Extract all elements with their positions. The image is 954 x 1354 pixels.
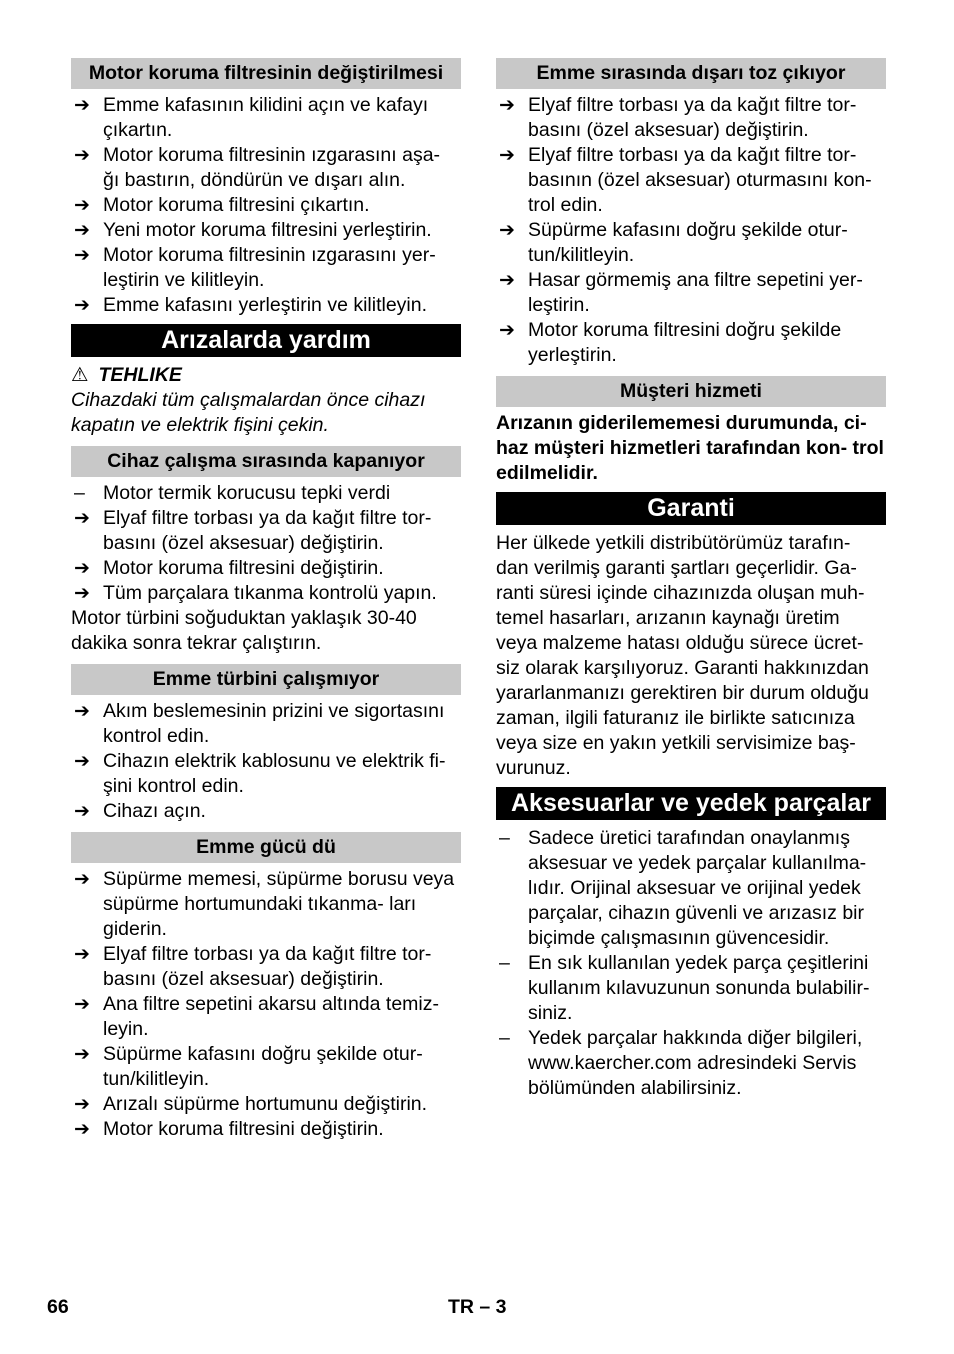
cooldown-note: Motor türbini soğuduktan yaklaşık 30-40 dakika sonra tekrar çalıştırın. — [71, 607, 417, 654]
list-item: – En sık kullanılan yedek parça çeşitlerini kullanım kılavuzunun sonunda bulabilir- siniz. — [499, 952, 870, 1024]
heading-troubleshooting: Arızalarda yardım — [71, 324, 461, 357]
dash-icon: – — [499, 827, 510, 849]
list-item: ➔ Ana filtre sepetini akarsu altında temiz- leyin. — [74, 993, 439, 1040]
section-heading-suction-power: Emme gücü dü — [71, 832, 461, 863]
list-item: ➔ Motor koruma filtresini çıkartın. — [74, 194, 370, 216]
section-heading-customer-service: Müşteri hizmeti — [496, 376, 886, 407]
list-item: ➔ Motor koruma filtresinin ızgarasını aşa- ğı bastırın, döndürün ve dışarı alın. — [74, 144, 441, 191]
list-item: ➔ Akım beslemesinin prizini ve sigortasını kontrol edin. — [74, 700, 445, 747]
arrow-icon: ➔ — [74, 583, 90, 604]
customer-service-text: Arızanın giderilememesi durumunda, ci- haz müşteri hizmetleri tarafından kon- trol edilmelidir. — [496, 412, 884, 484]
list-item: ➔ Elyaf filtre torbası ya da kağıt filtre tor- basını (özel aksesuar) değiştirin. — [499, 94, 857, 141]
warranty-text: Her ülkede yetkili distribütörümüz tarafın- dan verilmiş garanti şartları geçerlidir. Ga- ranti süresi içinde cihazınızda oluşan muh- temel hasarları, arızanın kaynağı üretim veya malzeme hatası olduğu sürece ücret- siz olarak karşılıyoruz. Garanti hakkınızdan yararlanmanızı gerektiren bir durum olduğu zaman, ilgili faturanız ile birlikte satıcınıza veya size en yakın yetkili servisimize baş- vurunuz. — [496, 532, 869, 779]
list-item: ➔ Motor koruma filtresinin ızgarasını yer- leştirin ve kilitleyin. — [74, 244, 436, 291]
arrow-icon: ➔ — [74, 944, 90, 965]
list-item: ➔ Emme kafasını yerleştirin ve kilitleyin. — [74, 294, 428, 316]
dash-icon: – — [74, 482, 85, 504]
list-item: ➔ Motor koruma filtresini doğru şekilde yerleştirin. — [499, 319, 842, 366]
list-item: ➔ Tüm parçalara tıkanma kontrolü yapın. — [74, 582, 437, 604]
section-heading-turbine: Emme türbini çalışmıyor — [71, 664, 461, 695]
arrow-icon: ➔ — [74, 558, 90, 579]
arrow-icon: ➔ — [74, 801, 90, 822]
list-item: – Motor termik korucusu tepki verdi — [74, 482, 391, 504]
arrow-icon: ➔ — [74, 508, 90, 529]
list-item: ➔ Süpürme memesi, süpürme borusu veya süpürme hortumundaki tıkanma- ları giderin. — [74, 868, 455, 940]
arrow-icon: ➔ — [74, 145, 90, 166]
heading-accessories: Aksesuarlar ve yedek parçalar — [496, 787, 886, 820]
dash-icon: – — [499, 952, 510, 974]
list-item: ➔ Süpürme kafasını doğru şekilde otur- tun/kilitleyin. — [74, 1043, 423, 1090]
list-item: ➔ Emme kafasının kilidini açın ve kafayı çıkartın. — [74, 94, 429, 141]
heading-warranty: Garanti — [496, 492, 886, 525]
list-item: – Sadece üretici tarafından onaylanmış aksesuar ve yedek parçalar kullanılma- lıdır. Orijinal aksesuar ve orijinal yedek parçalar, cihazın güvenli ve arızasız bir biçimde çalışmasının güvencesidir. — [499, 827, 867, 949]
page-number: 66 — [47, 1296, 69, 1318]
section-heading-dust-escape: Emme sırasında dışarı toz çıkıyor — [496, 58, 886, 89]
arrow-icon: ➔ — [499, 220, 515, 241]
list-item: ➔ Elyaf filtre torbası ya da kağıt filtre tor- basının (özel aksesuar) oturmasını kon- trol edin. — [499, 144, 872, 216]
list-item: ➔ Elyaf filtre torbası ya da kağıt filtre tor- basını (özel aksesuar) değiştirin. — [74, 943, 432, 990]
list-item: ➔ Elyaf filtre torbası ya da kağıt filtre tor- basını (özel aksesuar) değiştirin. — [74, 507, 432, 554]
list-item: ➔ Motor koruma filtresini değiştirin. — [74, 1118, 384, 1140]
danger-label: ⚠ TEHLIKE — [71, 364, 182, 386]
arrow-icon: ➔ — [499, 320, 515, 341]
list-item: ➔ Arızalı süpürme hortumunu değiştirin. — [74, 1093, 428, 1115]
motor-filter-steps — [71, 93, 461, 318]
section-heading-shutdown: Cihaz çalışma sırasında kapanıyor — [71, 446, 461, 477]
arrow-icon: ➔ — [74, 95, 90, 116]
arrow-icon: ➔ — [74, 220, 90, 241]
list-item: ➔ Yeni motor koruma filtresini yerleştirin. — [74, 219, 432, 241]
arrow-icon: ➔ — [74, 1119, 90, 1140]
arrow-icon: ➔ — [499, 145, 515, 166]
language-page-label: TR – 3 — [448, 1296, 507, 1318]
dash-icon: – — [499, 1027, 510, 1049]
arrow-icon: ➔ — [74, 869, 90, 890]
arrow-icon: ➔ — [74, 195, 90, 216]
arrow-icon: ➔ — [74, 994, 90, 1015]
right-column — [496, 58, 886, 1101]
arrow-icon: ➔ — [74, 1044, 90, 1065]
arrow-icon: ➔ — [499, 95, 515, 116]
warning-icon: ⚠ — [71, 364, 89, 386]
arrow-icon: ➔ — [499, 270, 515, 291]
section-heading-motor-filter: Motor koruma filtresinin değiştirilmesi — [71, 58, 461, 89]
danger-text: Cihazdaki tüm çalışmalardan önce cihazı kapatın ve elektrik fişini çekin. — [71, 389, 426, 436]
list-item: ➔ Hasar görmemiş ana filtre sepetini yer- leştirin. — [499, 269, 863, 316]
arrow-icon: ➔ — [74, 1094, 90, 1115]
list-item: ➔ Motor koruma filtresini değiştirin. — [74, 557, 384, 579]
list-item: – Yedek parçalar hakkında diğer bilgileri, www.kaercher.com adresindeki Servis bölümünden alabilirsiniz. — [499, 1027, 863, 1099]
left-column — [71, 58, 461, 1142]
arrow-icon: ➔ — [74, 701, 90, 722]
arrow-icon: ➔ — [74, 245, 90, 266]
arrow-icon: ➔ — [74, 751, 90, 772]
list-item: ➔ Cihazı açın. — [74, 800, 206, 822]
list-item: ➔ Cihazın elektrik kablosunu ve elektrik fi- şini kontrol edin. — [74, 750, 446, 797]
list-item: ➔ Süpürme kafasını doğru şekilde otur- tun/kilitleyin. — [499, 219, 848, 266]
arrow-icon: ➔ — [74, 295, 90, 316]
